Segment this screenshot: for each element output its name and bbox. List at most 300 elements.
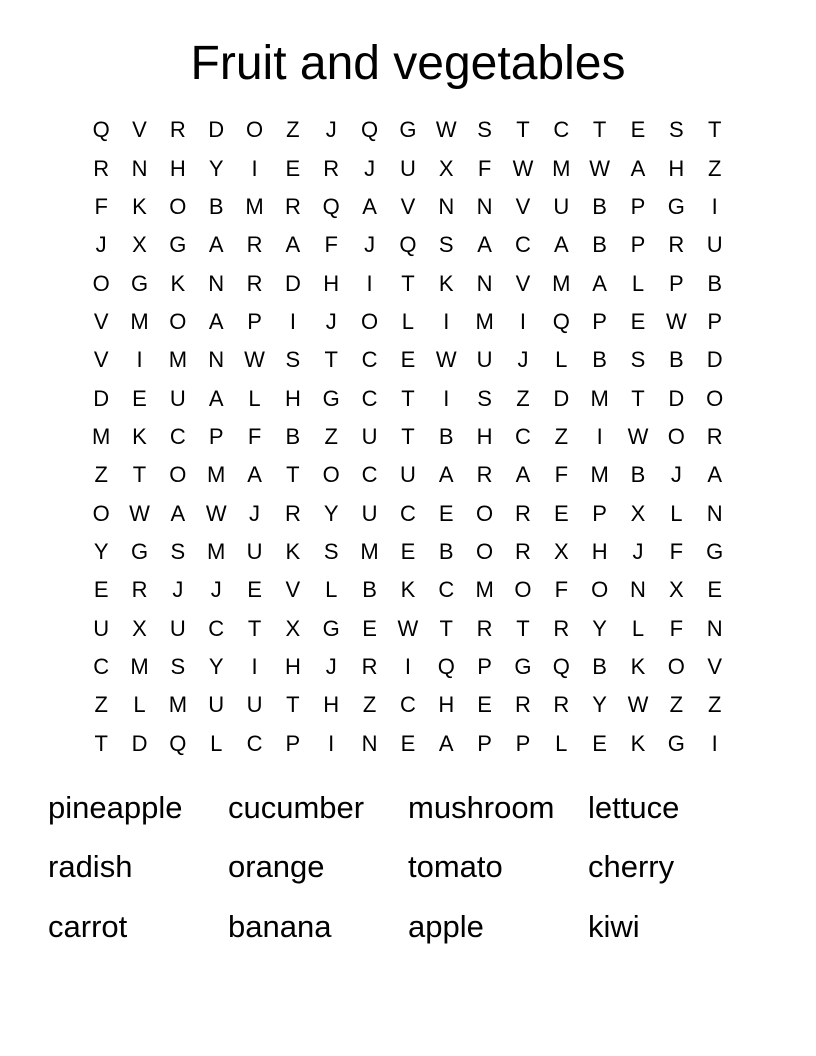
- grid-letter: K: [170, 270, 186, 296]
- grid-letter: B: [592, 653, 607, 679]
- grid-letter: R: [169, 117, 186, 143]
- grid-letter: T: [132, 462, 147, 488]
- grid-letter: Y: [208, 653, 224, 679]
- grid-letter: M: [130, 308, 149, 334]
- grid-letter: S: [285, 347, 301, 373]
- grid-letter: B: [707, 270, 723, 296]
- grid-letter: H: [284, 653, 301, 679]
- grid-letter: U: [246, 538, 263, 564]
- grid-letter: V: [132, 117, 147, 143]
- grid-letter: T: [401, 385, 415, 411]
- grid-letter: T: [94, 730, 108, 756]
- grid-letter: W: [244, 347, 265, 373]
- grid-letter: J: [364, 155, 376, 181]
- grid-letter: U: [169, 385, 186, 411]
- grid-letter: L: [555, 730, 568, 756]
- grid-letter: X: [132, 232, 147, 258]
- word-list-item: radish: [48, 849, 133, 885]
- grid-letter: C: [169, 423, 186, 449]
- grid-letter: B: [592, 193, 607, 219]
- grid-letter: N: [476, 270, 493, 296]
- grid-letter: U: [361, 423, 378, 449]
- grid-letter: S: [170, 653, 186, 679]
- word-list-item: cherry: [588, 849, 675, 885]
- grid-letter: O: [169, 462, 187, 488]
- grid-letter: M: [590, 462, 609, 488]
- grid-letter: V: [515, 193, 531, 219]
- grid-letter: Q: [399, 232, 417, 258]
- grid-letter: E: [285, 155, 301, 181]
- grid-letter: I: [443, 308, 450, 334]
- grid-letter: Q: [552, 308, 570, 334]
- grid-letter: X: [438, 155, 454, 181]
- grid-letter: P: [285, 730, 301, 756]
- grid-letter: R: [131, 577, 148, 603]
- grid-letter: C: [246, 730, 263, 756]
- grid-letter: O: [245, 117, 264, 143]
- grid-letter: P: [668, 270, 684, 296]
- grid-letter: C: [208, 615, 225, 641]
- grid-letter: O: [476, 538, 494, 564]
- grid-letter: P: [208, 423, 224, 449]
- grid-row: [82, 341, 734, 379]
- grid-row: [82, 533, 734, 571]
- grid-letter: E: [707, 577, 723, 603]
- grid-letter: X: [285, 615, 301, 641]
- grid-letter: M: [552, 270, 571, 296]
- grid-letter: S: [630, 347, 646, 373]
- grid-letter: B: [208, 193, 224, 219]
- grid-letter: H: [668, 155, 685, 181]
- grid-letter: E: [400, 730, 416, 756]
- grid-letter: M: [475, 308, 494, 334]
- grid-letter: E: [400, 538, 416, 564]
- grid-letter: J: [517, 347, 529, 373]
- word-list-item: mushroom: [408, 789, 555, 825]
- grid-letter: X: [132, 615, 147, 641]
- grid-letter: M: [207, 462, 226, 488]
- grid-letter: E: [630, 117, 646, 143]
- grid-letter: R: [553, 615, 570, 641]
- grid-letter: A: [630, 155, 646, 181]
- grid-letter: H: [476, 423, 493, 449]
- grid-letter: T: [247, 615, 262, 641]
- word-list-item: kiwi: [588, 908, 640, 944]
- grid-letter: O: [667, 423, 685, 449]
- grid-letter: A: [285, 232, 301, 258]
- grid-letter: R: [93, 155, 110, 181]
- grid-letter: E: [93, 577, 109, 603]
- grid-letter: J: [325, 653, 337, 679]
- grid-letter: W: [627, 692, 649, 718]
- grid-letter: T: [286, 462, 300, 488]
- grid-letter: A: [438, 462, 454, 488]
- grid-letter: C: [361, 347, 378, 373]
- grid-letter: G: [322, 385, 340, 411]
- grid-letter: W: [589, 155, 611, 181]
- grid-letter: Q: [322, 193, 340, 219]
- grid-letter: R: [553, 692, 570, 718]
- grid-letter: J: [172, 577, 184, 603]
- grid-letter: N: [208, 270, 225, 296]
- grid-letter: P: [707, 308, 723, 334]
- grid-letter: T: [286, 692, 300, 718]
- grid-letter: V: [515, 270, 531, 296]
- grid-row: [82, 418, 734, 456]
- grid-letter: Y: [323, 500, 339, 526]
- grid-letter: B: [592, 232, 607, 258]
- word-list-row: [48, 778, 768, 838]
- grid-letter: K: [630, 653, 646, 679]
- grid-letter: Z: [94, 462, 108, 488]
- word-list: [48, 778, 768, 957]
- grid-letter: U: [169, 615, 186, 641]
- grid-letter: K: [132, 193, 147, 219]
- grid-letter: J: [670, 462, 682, 488]
- grid-letter: L: [670, 500, 683, 526]
- grid-letter: O: [706, 385, 724, 411]
- grid-letter: O: [322, 462, 340, 488]
- word-list-item: pineapple: [48, 789, 183, 825]
- grid-letter: A: [208, 385, 224, 411]
- grid-letter: H: [284, 385, 301, 411]
- grid-letter: P: [630, 232, 646, 258]
- grid-letter: L: [631, 615, 645, 641]
- grid-letter: R: [706, 423, 723, 449]
- grid-letter: M: [168, 692, 188, 718]
- grid-letter: B: [438, 538, 454, 564]
- grid-letter: T: [516, 615, 530, 641]
- grid-letter: Q: [92, 117, 110, 143]
- grid-letter: Z: [707, 155, 722, 181]
- grid-row: [82, 686, 734, 724]
- grid-letter: R: [515, 692, 531, 718]
- grid-letter: W: [627, 423, 649, 449]
- grid-letter: L: [325, 577, 338, 603]
- grid-letter: O: [92, 500, 110, 526]
- grid-row: [82, 303, 734, 341]
- word-list-item: apple: [408, 908, 484, 944]
- grid-letter: F: [669, 615, 684, 641]
- grid-letter: D: [706, 347, 723, 373]
- grid-letter: F: [554, 462, 569, 488]
- grid-letter: R: [323, 155, 340, 181]
- grid-letter: F: [554, 577, 569, 603]
- grid-letter: O: [92, 270, 110, 296]
- grid-letter: T: [592, 117, 607, 143]
- grid-letter: M: [92, 423, 111, 449]
- word-list-item: cucumber: [228, 789, 365, 825]
- grid-letter: R: [361, 653, 378, 679]
- grid-letter: E: [132, 385, 147, 411]
- grid-letter: J: [249, 500, 261, 526]
- grid-letter: L: [210, 730, 223, 756]
- grid-letter: T: [439, 615, 453, 641]
- word-list-item: carrot: [48, 908, 128, 944]
- grid-letter: P: [247, 308, 262, 334]
- grid-letter: R: [515, 538, 531, 564]
- grid-letter: V: [400, 193, 416, 219]
- grid-letter: K: [132, 423, 147, 449]
- grid-letter: E: [553, 500, 569, 526]
- grid-row: [82, 456, 734, 494]
- grid-letter: T: [516, 117, 530, 143]
- grid-letter: E: [247, 577, 262, 603]
- grid-row: [82, 226, 734, 264]
- grid-row: [82, 494, 734, 532]
- grid-letter: M: [360, 538, 379, 564]
- grid-letter: L: [401, 308, 415, 334]
- grid-row: [82, 648, 734, 686]
- grid-letter: A: [208, 232, 224, 258]
- grid-row: [82, 571, 734, 609]
- grid-letter: O: [169, 193, 187, 219]
- grid-letter: D: [208, 117, 225, 143]
- grid-letter: R: [476, 615, 493, 641]
- grid-letter: S: [477, 117, 492, 143]
- grid-letter: G: [667, 730, 685, 756]
- grid-letter: C: [438, 577, 455, 603]
- grid-letter: F: [669, 538, 684, 564]
- grid-letter: U: [399, 462, 416, 488]
- grid-letter: T: [631, 385, 645, 411]
- grid-letter: S: [170, 538, 186, 564]
- grid-letter: D: [284, 270, 301, 296]
- grid-letter: I: [136, 347, 143, 373]
- grid-letter: Q: [169, 730, 187, 756]
- grid-letter: T: [324, 347, 338, 373]
- page-title: Fruit and vegetables: [190, 37, 626, 90]
- grid-letter: M: [552, 155, 571, 181]
- grid-letter: R: [284, 500, 301, 526]
- grid-letter: N: [476, 193, 493, 219]
- grid-letter: Z: [324, 423, 338, 449]
- word-list-row: [48, 897, 768, 957]
- grid-letter: A: [515, 462, 531, 488]
- grid-letter: K: [400, 577, 416, 603]
- grid-letter: O: [361, 308, 379, 334]
- grid-letter: F: [94, 193, 108, 219]
- grid-letter: C: [515, 423, 531, 449]
- grid-letter: L: [555, 347, 568, 373]
- grid-letter: P: [515, 730, 531, 756]
- grid-letter: P: [477, 730, 492, 756]
- grid-letter: P: [630, 193, 646, 219]
- grid-letter: C: [93, 653, 110, 679]
- grid-letter: W: [435, 347, 457, 373]
- grid-letter: W: [512, 155, 534, 181]
- grid-letter: N: [706, 500, 723, 526]
- grid-letter: C: [361, 385, 378, 411]
- grid-row: [82, 149, 734, 187]
- grid-letter: J: [325, 308, 337, 334]
- grid-letter: Z: [286, 117, 300, 143]
- grid-letter: L: [631, 270, 645, 296]
- grid-letter: A: [592, 270, 607, 296]
- grid-letter: A: [438, 730, 454, 756]
- grid-letter: M: [245, 193, 264, 219]
- grid-letter: R: [515, 500, 531, 526]
- grid-letter: A: [477, 232, 492, 258]
- grid-letter: R: [246, 232, 263, 258]
- grid-letter: N: [361, 730, 378, 756]
- grid-letter: W: [435, 117, 457, 143]
- grid-letter: S: [438, 232, 454, 258]
- grid-letter: E: [592, 730, 607, 756]
- grid-letter: Z: [707, 692, 722, 718]
- grid-letter: A: [707, 462, 723, 488]
- grid-letter: B: [438, 423, 454, 449]
- grid-row: [82, 188, 734, 226]
- grid-letter: M: [475, 577, 494, 603]
- grid-letter: Y: [592, 615, 607, 641]
- grid-letter: I: [328, 730, 335, 756]
- grid-letter: Z: [94, 692, 108, 718]
- grid-letter: S: [477, 385, 492, 411]
- grid-letter: B: [285, 423, 301, 449]
- grid-letter: A: [553, 232, 569, 258]
- grid-letter: I: [404, 653, 411, 679]
- grid-letter: F: [477, 155, 492, 181]
- grid-letter: U: [706, 232, 723, 258]
- grid-letter: B: [630, 462, 646, 488]
- grid-letter: H: [591, 538, 608, 564]
- grid-letter: I: [366, 270, 373, 296]
- grid-letter: S: [323, 538, 339, 564]
- grid-letter: U: [361, 500, 378, 526]
- grid-letter: W: [205, 500, 227, 526]
- grid-letter: B: [362, 577, 377, 603]
- grid-letter: O: [591, 577, 609, 603]
- letter-grid: [82, 111, 734, 763]
- grid-letter: T: [401, 270, 415, 296]
- grid-letter: R: [668, 232, 685, 258]
- grid-letter: R: [476, 462, 493, 488]
- grid-letter: U: [399, 155, 416, 181]
- grid-letter: Y: [93, 538, 109, 564]
- grid-letter: I: [711, 730, 718, 756]
- grid-letter: G: [514, 653, 532, 679]
- grid-letter: A: [170, 500, 186, 526]
- grid-letter: E: [438, 500, 454, 526]
- grid-letter: I: [251, 155, 258, 181]
- word-list-item: tomato: [408, 849, 503, 885]
- grid-letter: M: [130, 653, 149, 679]
- grid-letter: Z: [554, 423, 569, 449]
- grid-letter: G: [169, 232, 187, 258]
- grid-letter: V: [93, 308, 109, 334]
- grid-letter: T: [401, 423, 415, 449]
- grid-letter: J: [325, 117, 337, 143]
- grid-letter: P: [592, 500, 607, 526]
- grid-letter: L: [248, 385, 261, 411]
- grid-letter: J: [632, 538, 644, 564]
- grid-letter: N: [208, 347, 225, 373]
- grid-letter: U: [208, 692, 225, 718]
- grid-letter: C: [515, 232, 531, 258]
- grid-letter: Q: [361, 117, 379, 143]
- grid-letter: K: [630, 730, 646, 756]
- grid-row: [82, 725, 734, 763]
- grid-letter: E: [362, 615, 377, 641]
- grid-letter: W: [129, 500, 150, 526]
- grid-letter: W: [397, 615, 419, 641]
- word-list-item: banana: [228, 908, 332, 944]
- grid-letter: U: [476, 347, 493, 373]
- grid-letter: N: [706, 615, 723, 641]
- grid-letter: E: [630, 308, 646, 334]
- grid-letter: O: [514, 577, 532, 603]
- grid-letter: H: [323, 270, 340, 296]
- grid-letter: G: [322, 615, 340, 641]
- grid-letter: P: [477, 653, 492, 679]
- grid-letter: R: [284, 193, 301, 219]
- grid-row: [82, 379, 734, 417]
- grid-letter: E: [477, 692, 492, 718]
- grid-letter: G: [706, 538, 724, 564]
- grid-letter: Z: [362, 692, 377, 718]
- grid-letter: I: [711, 193, 718, 219]
- grid-letter: A: [362, 193, 377, 219]
- grid-letter: N: [438, 193, 455, 219]
- grid-letter: M: [590, 385, 609, 411]
- grid-letter: D: [131, 730, 148, 756]
- grid-letter: M: [207, 538, 226, 564]
- grid-letter: G: [399, 117, 417, 143]
- grid-letter: D: [553, 385, 570, 411]
- grid-letter: N: [131, 155, 148, 181]
- grid-letter: S: [668, 117, 684, 143]
- grid-letter: K: [285, 538, 301, 564]
- word-list-item: orange: [228, 849, 325, 885]
- grid-letter: D: [668, 385, 685, 411]
- grid-letter: J: [95, 232, 107, 258]
- word-list-row: [48, 838, 768, 898]
- grid-letter: C: [399, 500, 416, 526]
- grid-letter: Q: [437, 653, 455, 679]
- grid-letter: H: [438, 692, 455, 718]
- grid-letter: G: [130, 538, 149, 564]
- grid-letter: W: [665, 308, 687, 334]
- grid-letter: C: [361, 462, 378, 488]
- grid-letter: R: [246, 270, 263, 296]
- grid-letter: V: [707, 653, 723, 679]
- grid-letter: K: [438, 270, 454, 296]
- grid-letter: M: [168, 347, 188, 373]
- grid-letter: B: [668, 347, 684, 373]
- grid-letter: X: [668, 577, 684, 603]
- grid-letter: U: [553, 193, 570, 219]
- grid-letter: T: [707, 117, 722, 143]
- grid-row: [82, 111, 734, 149]
- grid-letter: Y: [592, 692, 607, 718]
- grid-letter: B: [592, 347, 607, 373]
- grid-letter: D: [93, 385, 110, 411]
- grid-letter: A: [208, 308, 224, 334]
- grid-letter: Q: [552, 653, 570, 679]
- grid-letter: C: [399, 692, 416, 718]
- grid-letter: V: [93, 347, 109, 373]
- grid-letter: U: [93, 615, 110, 641]
- grid-letter: X: [630, 500, 646, 526]
- grid-letter: F: [247, 423, 262, 449]
- grid-letter: I: [251, 653, 258, 679]
- grid-letter: N: [630, 577, 646, 603]
- grid-letter: J: [210, 577, 222, 603]
- grid-letter: I: [443, 385, 450, 411]
- grid-row: [82, 609, 734, 647]
- grid-letter: O: [667, 653, 685, 679]
